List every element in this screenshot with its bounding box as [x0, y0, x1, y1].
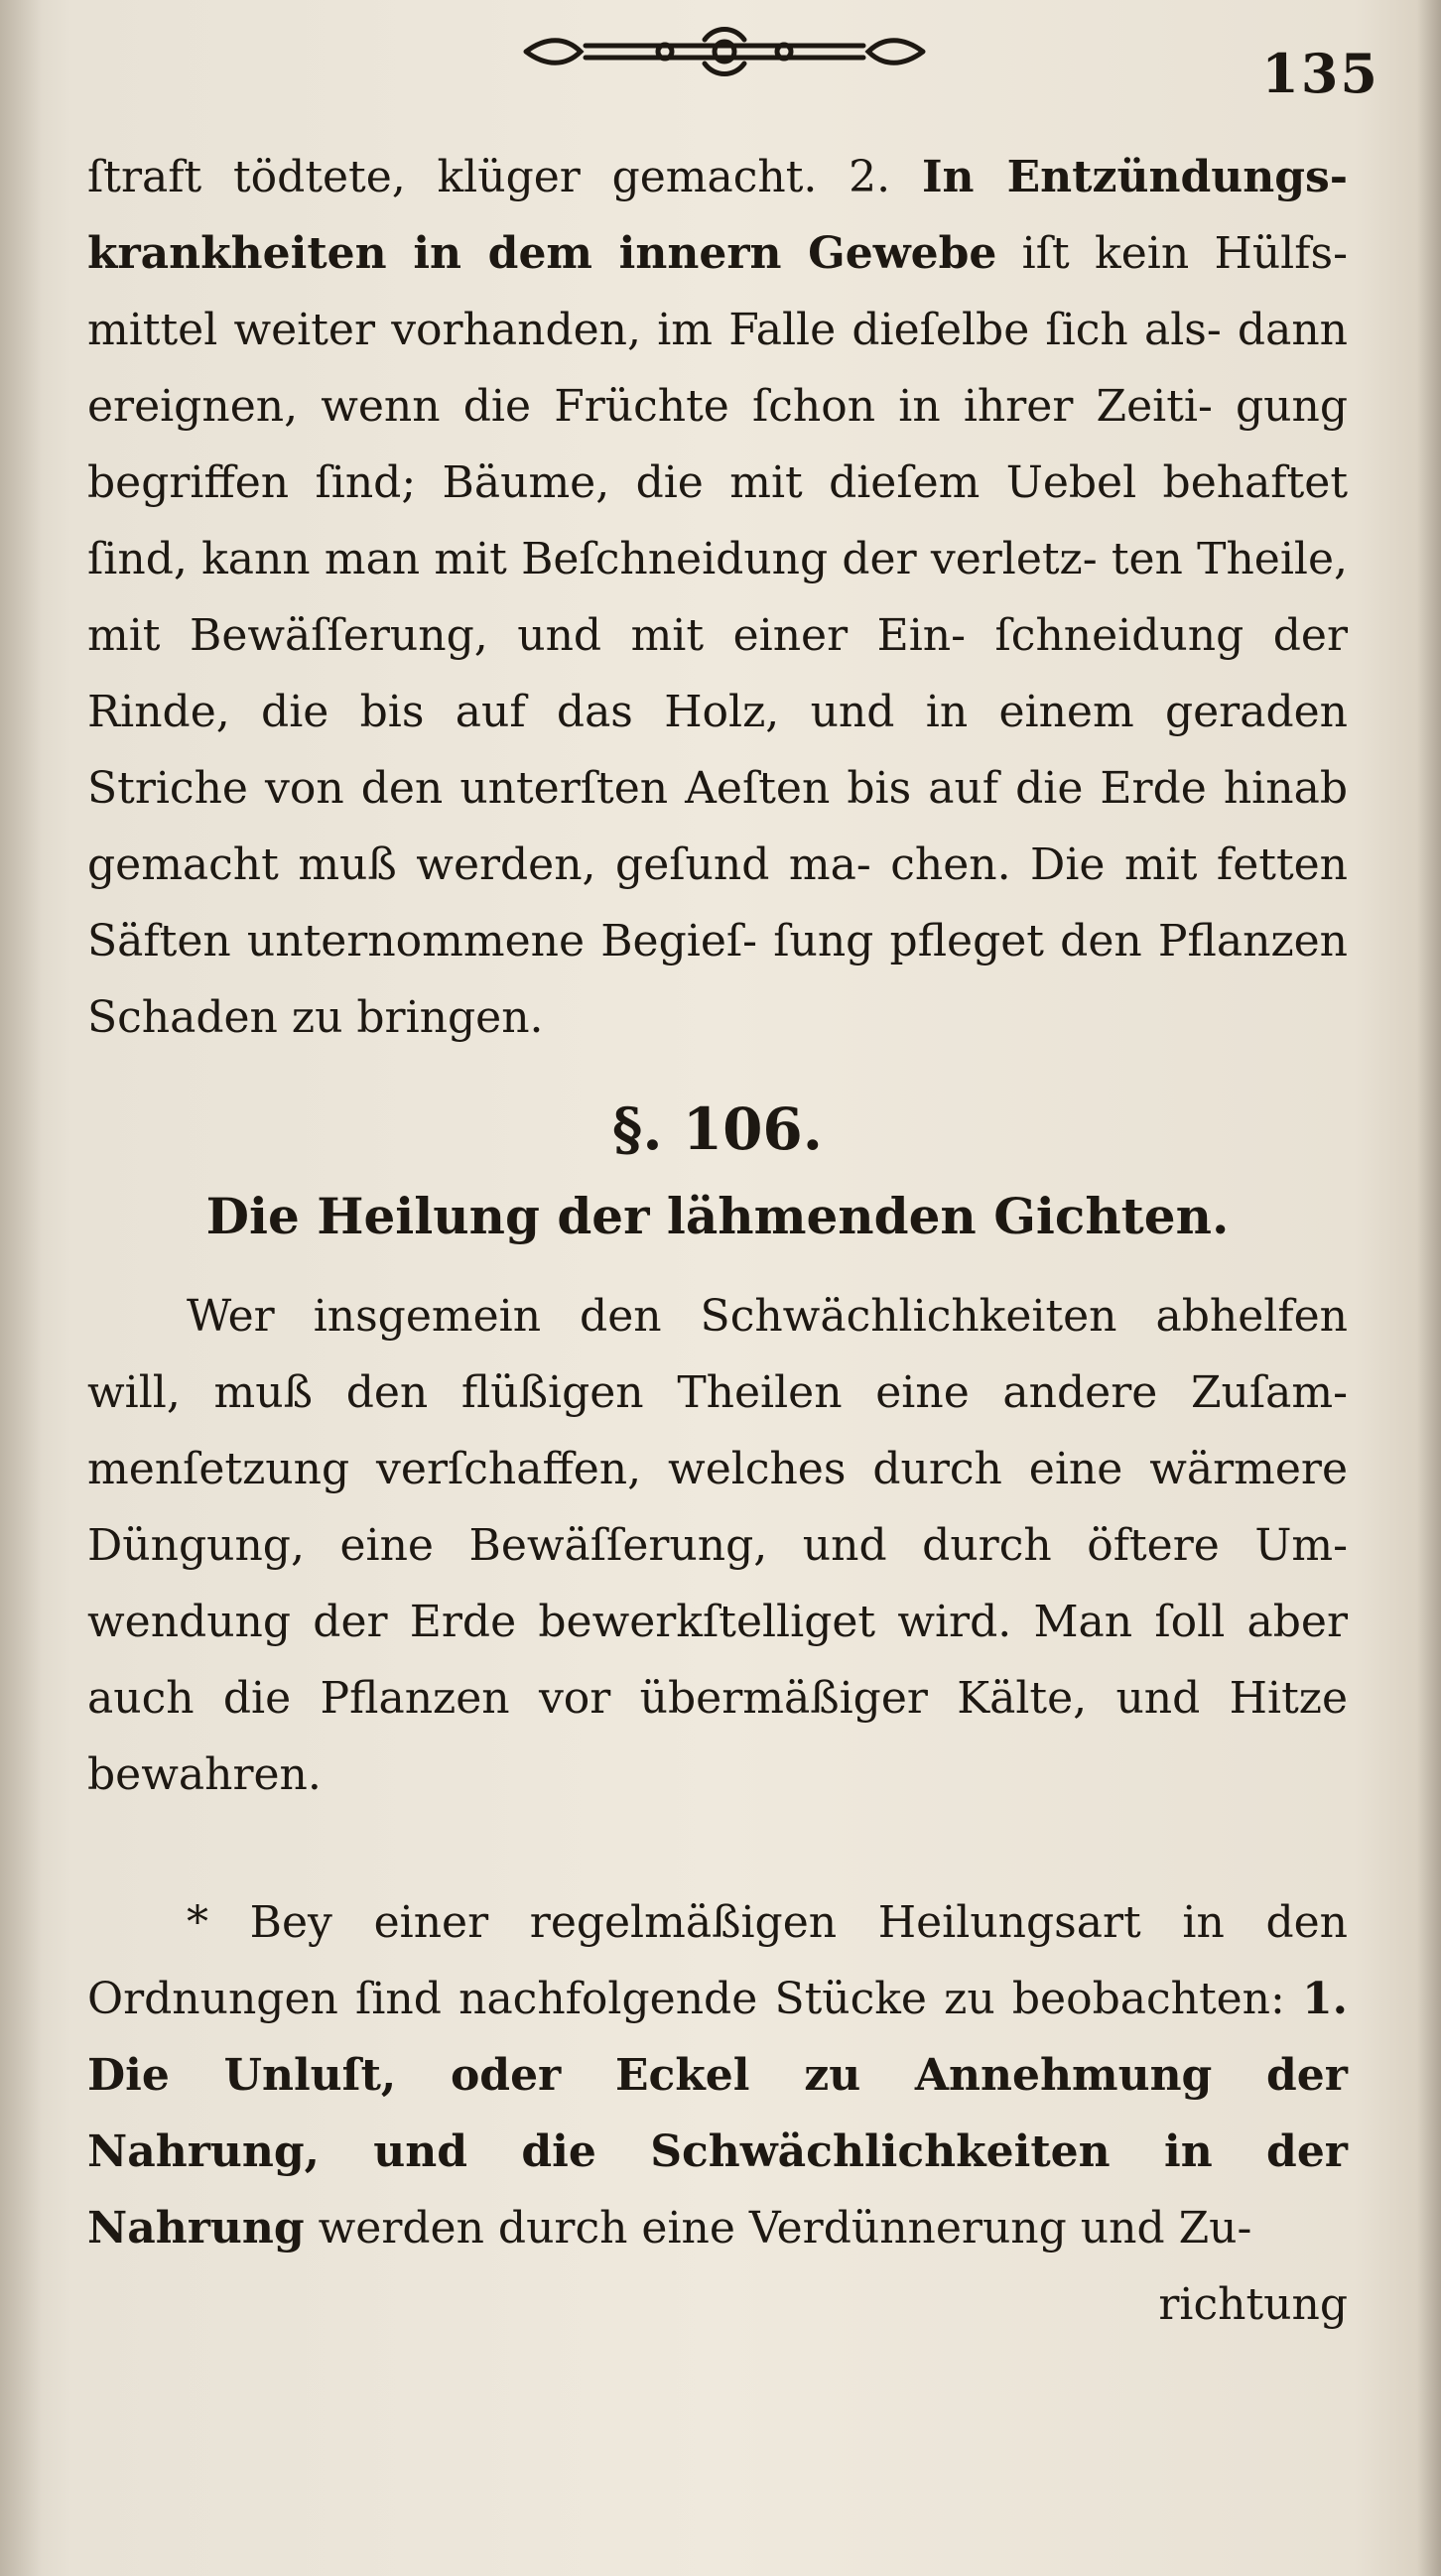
catchword: richtung: [1158, 2279, 1348, 2330]
paragraph-continued: [87, 139, 1348, 1056]
note-paragraph-text-a: * Bey einer regelmäßigen Heilungsart in den Ordnungen ſind nachfolgende Stücke zu beobachten:: [87, 1897, 1348, 2024]
paragraph-continued-bold: In Entzündungs- krankheiten in dem innern Gewebe: [87, 152, 1348, 279]
page-content: [87, 139, 1348, 2343]
section-number: §. 106.: [612, 1095, 823, 1163]
section-paragraph: Wer insgemein den Schwächlichkeiten abhelfen will, muß den flüßigen Theilen eine andere Zuſam- menſetzung verſchaffen, welches durch eine wärmere Düngung, eine Bewäſſerung, und durch öftere Um- wendung der Erde bewerkſtelliget wird. Man ſoll aber auch die Pflanzen vor übermäßiger Kälte, und Hitze bewahren.: [87, 1291, 1348, 1800]
ornament-icon: [506, 22, 943, 81]
section-title: Die Heilung der lähmenden Gichten.: [205, 1187, 1230, 1245]
paragraph-continued-text-c: iſt kein Hülfs- mittel weiter vorhanden, im Falle dieſelbe ſich als- dann ereignen, wenn die Früchte ſchon in ihrer Zeiti- gung begriffen ſind; Bäume, die mit dieſem Uebel behaftet ſind, kann man mit Beſchneidung der verletz- ten Theile, mit Bewäſſerung, und mit einer Ein- ſchneidung der Rinde, die bis auf das Holz, und in einem geraden Striche von den unterſten Aeſten bis auf die Erde hinab gemacht muß werden, geſund ma- chen. Die mit fetten Säften unternommene Begieſ- ſung pfleget den Pflanzen Schaden zu bringen.: [87, 228, 1348, 1043]
note-paragraph-text-c: werden durch eine Verdünnerung und Zu-: [304, 2203, 1252, 2254]
paragraph-continued-text-a: ſtraft tödtete, klüger gemacht. 2.: [87, 152, 922, 202]
note-paragraph: [87, 1884, 1348, 2266]
page-number: 135: [1261, 42, 1379, 105]
note-paragraph-bold: 1. Die Unluſt, oder Eckel zu Annehmung der Nahrung, und die Schwächlichkeiten in der Nahrung: [87, 1974, 1348, 2254]
